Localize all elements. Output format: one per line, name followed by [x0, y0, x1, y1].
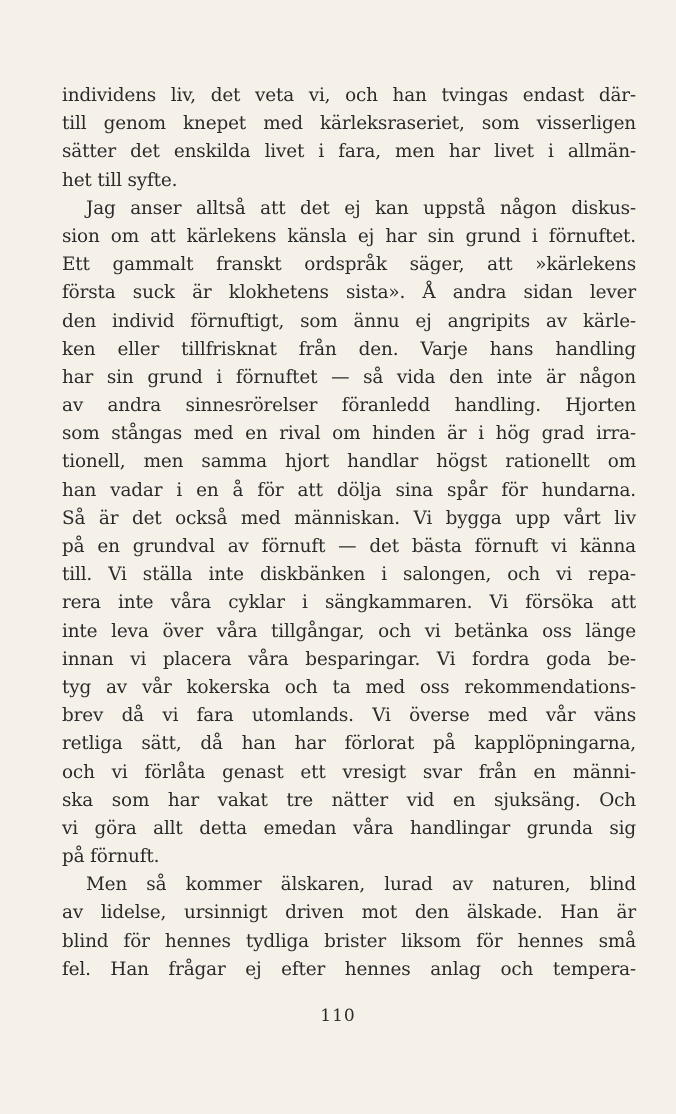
text-line: Så är det också med människan. Vi bygga upp vårt liv	[62, 507, 636, 529]
text-line: tyg av vår kokerska och ta med oss rekommendations-	[62, 676, 636, 698]
text-line: på en grundval av förnuft — det bästa förnuft vi känna	[62, 536, 636, 557]
text-line: av lidelse, ursinnigt driven mot den älskade. Han är	[62, 902, 636, 924]
text-line: första suck är klokhetens sista». Å andra sidan lever	[62, 282, 636, 304]
text-line: han vadar i en å för att dölja sina spår för hundarna.	[62, 479, 636, 501]
text-line: på förnuft.	[62, 846, 160, 868]
text-line: sätter det enskilda livet i fara, men har livet i allmän-	[62, 141, 636, 163]
body-text	[62, 82, 636, 984]
text-line: retliga sätt, då han har förlorat på kapplöpningarna,	[62, 733, 636, 755]
text-line: individens liv, det veta vi, och han tvingas endast där-	[62, 85, 636, 106]
text-line: sion om att kärlekens känsla ej har sin grund i förnuftet.	[62, 225, 636, 247]
text-line: ken eller tillfrisknat från den. Varje hans handling	[62, 338, 636, 360]
text-line: har sin grund i förnuftet — så vida den inte är någon	[62, 366, 636, 388]
text-line: brev då vi fara utomlands. Vi överse med vår väns	[62, 705, 636, 727]
text-line: och vi förlåta genast ett vresigt svar från en männi-	[62, 761, 636, 783]
text-line: den individ förnuftigt, som ännu ej angripits av kärle-	[62, 310, 636, 332]
text-line: inte leva över våra tillgångar, och vi betänka oss länge	[62, 620, 636, 642]
text-line: vi göra allt detta emedan våra handlingar grunda sig	[62, 817, 636, 839]
page-number: 110	[320, 1006, 356, 1026]
text-line: Jag anser alltså att det ej kan uppstå någon diskus-	[86, 197, 636, 219]
text-line: het till syfte.	[62, 169, 178, 191]
text-line: Men så kommer älskaren, lurad av naturen, blind	[86, 874, 636, 896]
text-line: innan vi placera våra besparingar. Vi fordra goda be-	[62, 648, 636, 670]
text-line: av andra sinnesrörelser föranledd handling. Hjorten	[62, 395, 636, 417]
text-line: till. Vi ställa inte diskbänken i salongen, och vi repa-	[62, 564, 636, 586]
text-line: som stångas med en rival om hinden är i hög grad irra-	[62, 423, 636, 445]
text-line: Ett gammalt franskt ordspråk säger, att »kärlekens	[62, 254, 636, 276]
text-line: blind för hennes tydliga brister liksom för hennes små	[62, 930, 636, 952]
text-line: rera inte våra cyklar i sängkammaren. Vi försöka att	[62, 592, 636, 614]
text-line: fel. Han frågar ej efter hennes anlag och tempera-	[62, 958, 636, 980]
text-line: till genom knepet med kärleksraseriet, som visserligen	[62, 113, 636, 135]
text-line: tionell, men samma hjort handlar högst rationellt om	[62, 451, 636, 473]
text-line: ska som har vakat tre nätter vid en sjuksäng. Och	[62, 789, 636, 811]
